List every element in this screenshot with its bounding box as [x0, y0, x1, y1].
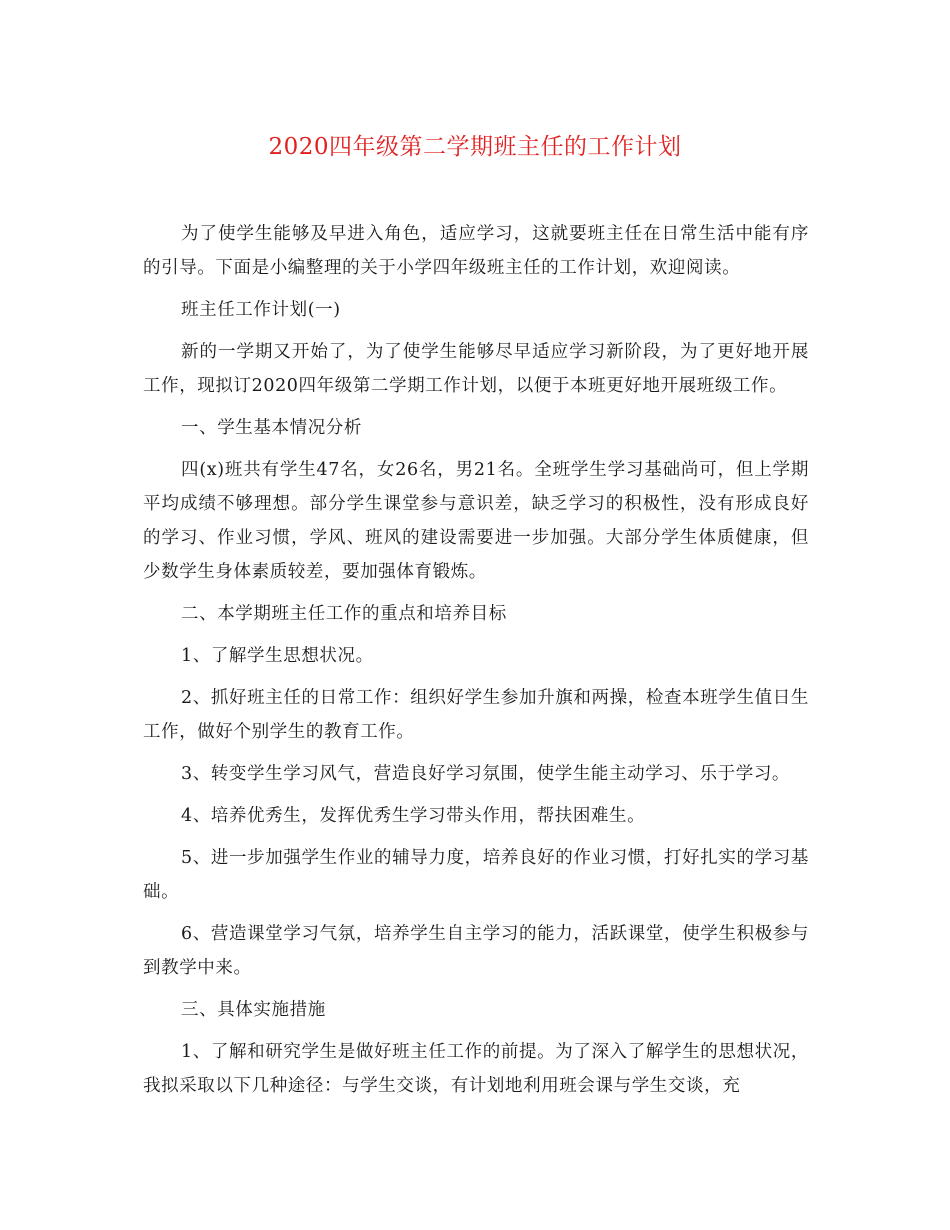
list-item-goal-4: 4、培养优秀生，发挥优秀生学习带头作用，帮扶困难生。 — [181, 806, 646, 826]
list-item-goal-5: 5、进一步加强学生作业的辅导力度，培养良好的作业习惯，打好扎实的学习基础。 — [143, 848, 809, 902]
paragraph-opening: 新的一学期又开始了，为了使学生能够尽早适应学习新阶段，为了更好地开展工作，现拟订2020四年级第二学期工作计划，以便于本班更好地开展班级工作。 — [143, 342, 809, 396]
section-heading-goals: 二、本学期班主任工作的重点和培养目标 — [181, 604, 507, 624]
list-item-goal-1: 1、了解学生思想状况。 — [181, 646, 374, 666]
list-item-goal-6: 6、营造课堂学习气氛，培养学生自主学习的能力，活跃课堂，使学生积极参与到教学中来。 — [143, 924, 809, 978]
list-item-goal-3: 3、转变学生学习风气，营造良好学习氛围，使学生能主动学习、乐于学习。 — [181, 764, 791, 784]
section-heading-measures: 三、具体实施措施 — [181, 1000, 326, 1020]
document-title: 2020四年级第二学期班主任的工作计划 — [268, 134, 682, 160]
list-item-goal-2: 2、抓好班主任的日常工作：组织好学生参加升旗和两操，检查本班学生值日生工作，做好个别学生的教育工作。 — [143, 688, 809, 742]
paragraph-intro: 为了使学生能够及早进入角色，适应学习，这就要班主任在日常生活中能有序的引导。下面是小编整理的关于小学四年级班主任的工作计划，欢迎阅读。 — [143, 224, 809, 278]
section-heading-plan-one: 班主任工作计划(一) — [181, 300, 341, 320]
list-item-measure-1: 1、了解和研究学生是做好班主任工作的前提。为了深入了解学生的思想状况，我拟采取以下几种途径：与学生交谈，有计划地利用班会课与学生交谈，充 — [143, 1042, 809, 1096]
section-heading-student-analysis: 一、学生基本情况分析 — [181, 418, 362, 438]
document-body — [143, 217, 809, 1111]
paragraph-student-analysis: 四(x)班共有学生47名，女26名，男21名。全班学生学习基础尚可，但上学期平均成绩不够理想。部分学生课堂参与意识差，缺乏学习的积极性，没有形成良好的学习、作业习惯，学风、班风的建设需要进一步加强。大部分学生体质健康，但少数学生身体素质较差，要加强体育锻炼。 — [143, 460, 809, 582]
